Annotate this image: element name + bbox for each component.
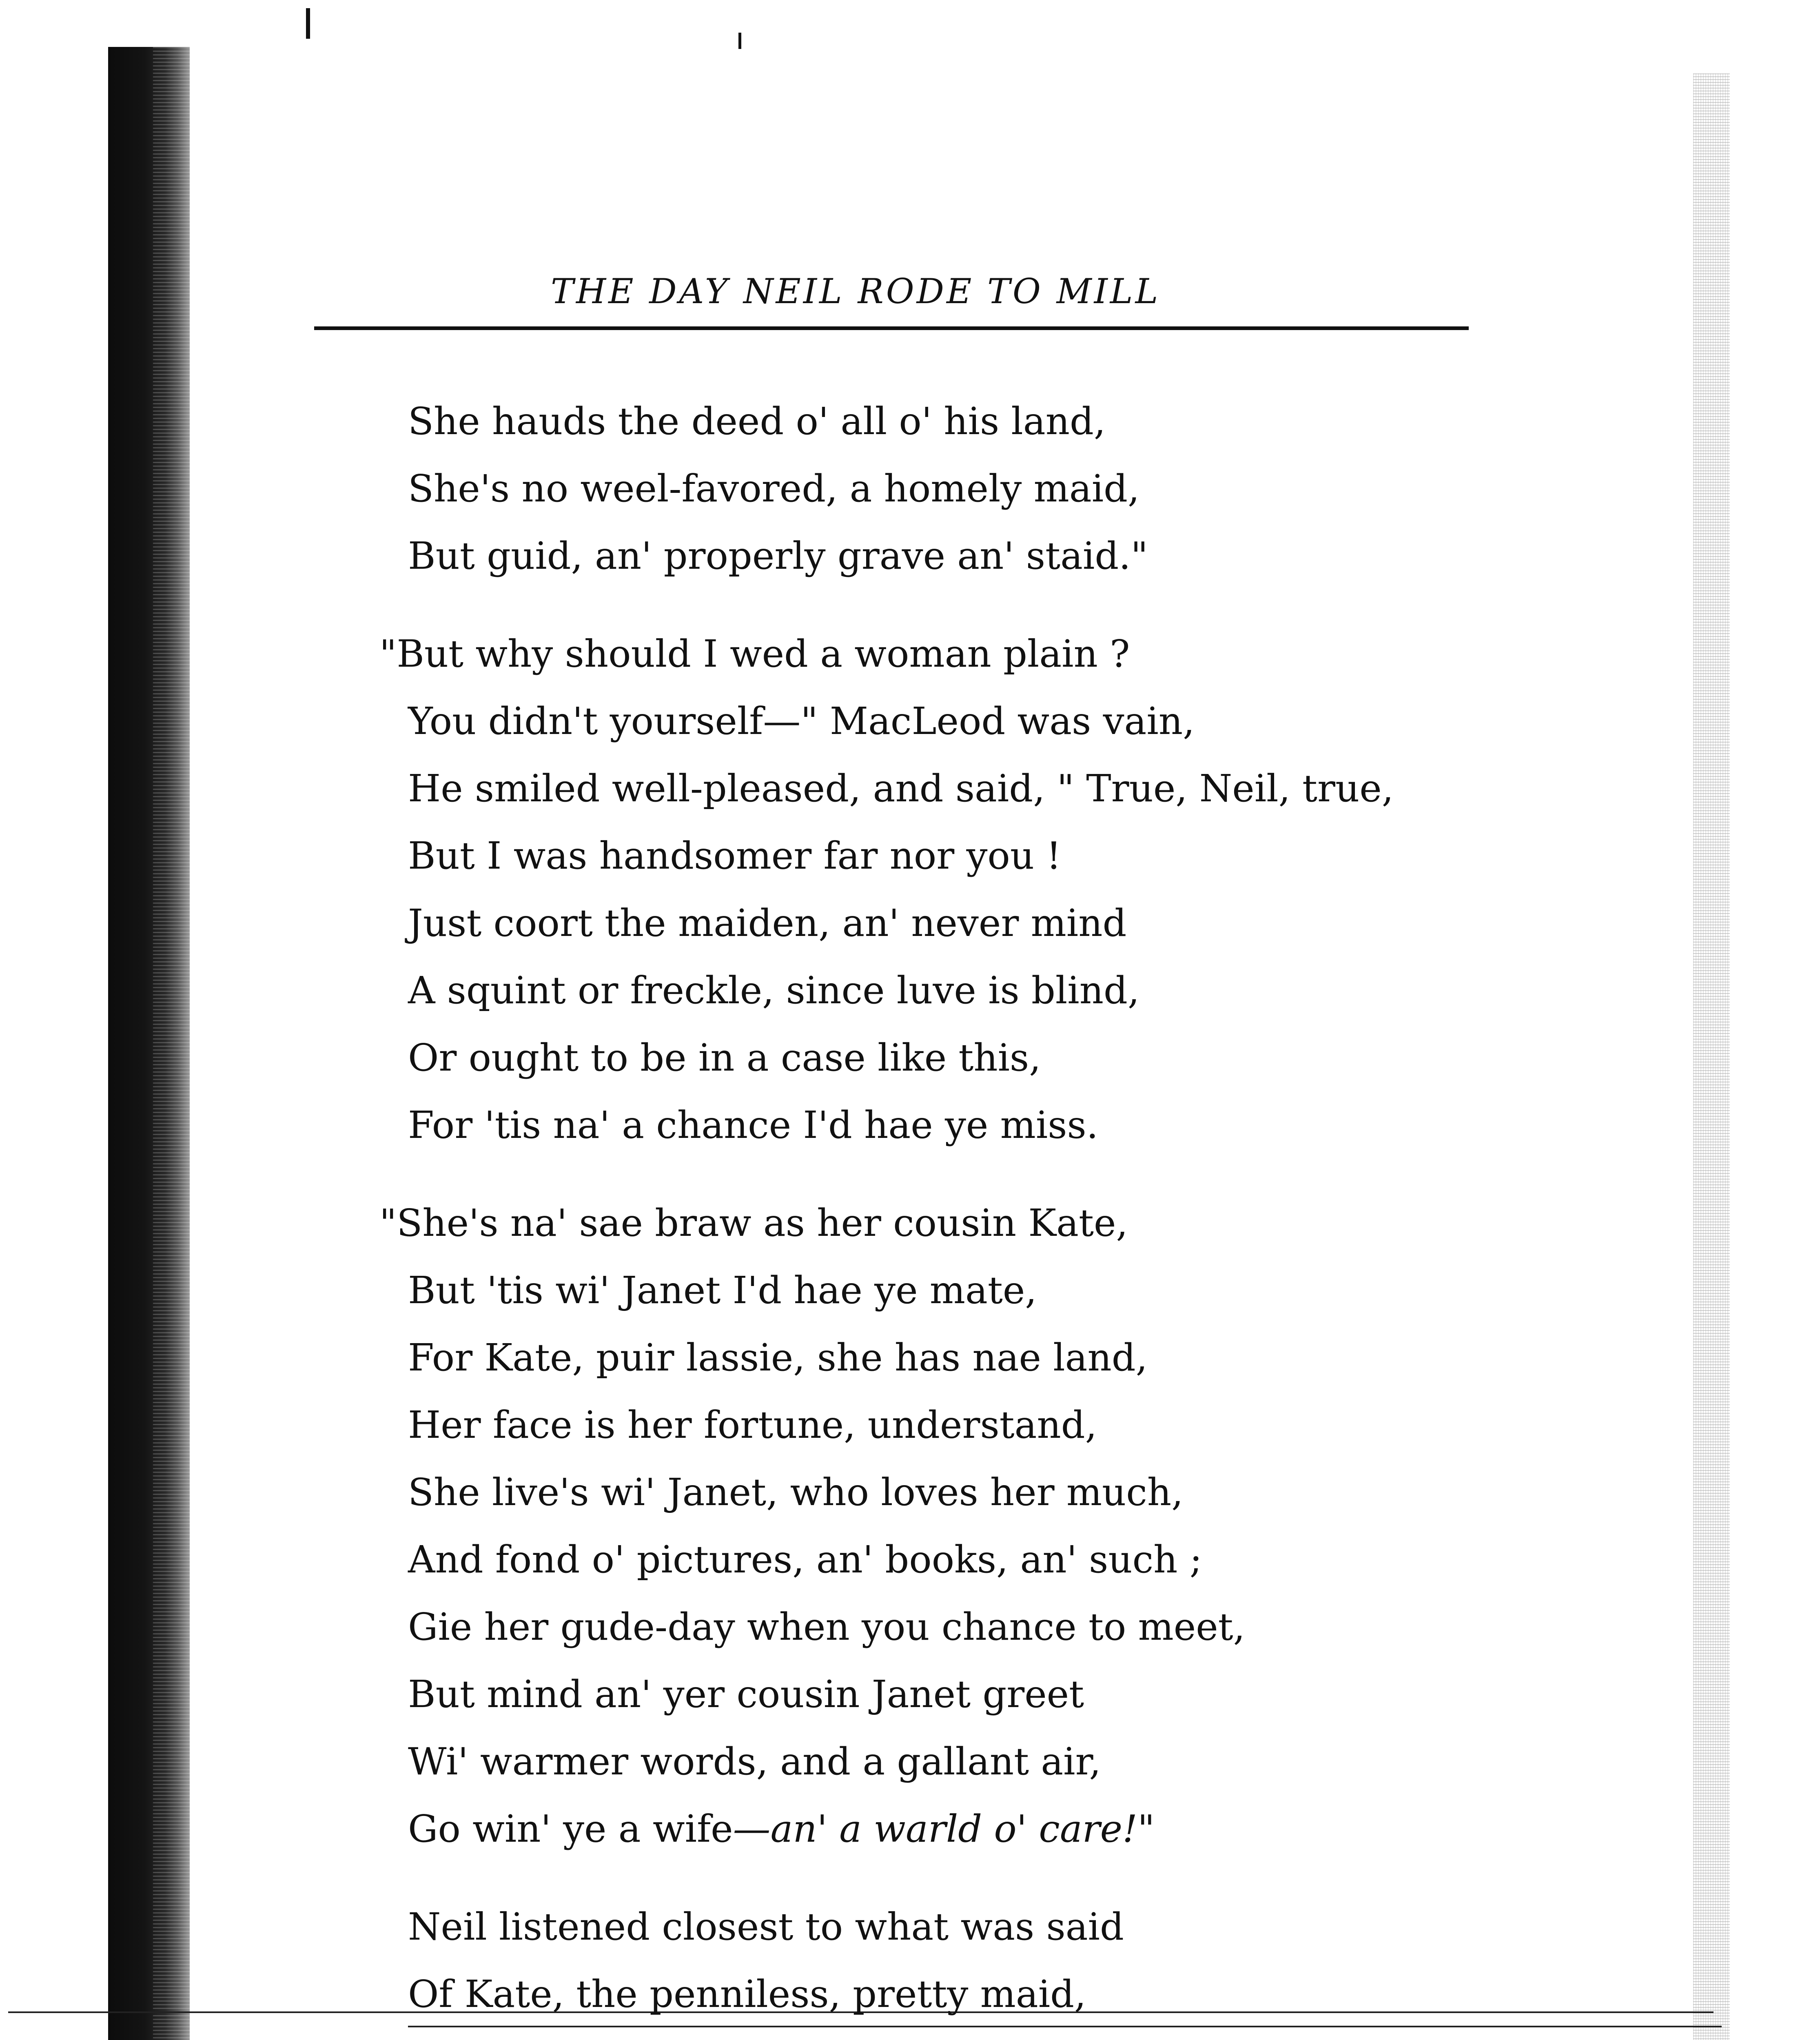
running-head: THE DAY NEIL RODE TO MILL — [551, 271, 1161, 311]
poem-line: Gie her gude-day when you chance to meet, — [408, 1605, 1245, 1649]
poem-line: Or ought to be in a case like this, — [408, 1036, 1041, 1080]
poem-line: A squint or freckle, since luve is blind, — [408, 969, 1140, 1012]
poem-line-plain: Go win' ye a wife — [408, 1807, 733, 1851]
scan-mark — [306, 8, 310, 39]
poem-body — [379, 388, 1510, 2040]
poem-line-mixed — [408, 1795, 1510, 1863]
poem-line: He smiled well-pleased, and said, " True, Neil, true, — [408, 767, 1394, 810]
stanza — [379, 1189, 1510, 1863]
poem-line: For Kate, puir lassie, she has nae land, — [408, 1336, 1148, 1379]
poem-line — [408, 2028, 1510, 2040]
poem-line: And fond o' pictures, an' books, an' such ; — [408, 1538, 1202, 1581]
stanza — [408, 1893, 1510, 2040]
poem-line: She live's wi' Janet, who loves her much, — [408, 1470, 1184, 1514]
page-edge-speckle — [1693, 73, 1730, 2040]
header-rule — [314, 326, 1469, 330]
poem-line: She's no weel-favored, a homely maid, — [408, 467, 1140, 510]
poem-line: Of Kate, the penniless, pretty maid, — [408, 1972, 1086, 2016]
poem-line: Wi' warmer words, and a gallant air, — [408, 1740, 1101, 1783]
poem-line: But mind an' yer cousin Janet greet — [408, 1672, 1084, 1716]
stanza — [408, 388, 1510, 590]
poem-line: For 'tis na' a chance I'd hae ye miss. — [408, 1103, 1098, 1147]
poem-line: But 'tis wi' Janet I'd hae ye mate, — [408, 1268, 1037, 1312]
poem-line: Just coort the maiden, an' never mind — [408, 901, 1127, 945]
poem-line: "But why should I wed a woman plain ? — [379, 632, 1130, 676]
poem-line: She hauds the deed o' all o' his land, — [408, 399, 1106, 443]
scan-mark — [738, 33, 741, 49]
poem-line-italic: —an' a warld o' care!" — [733, 1807, 1155, 1851]
poem-line: Neil listened closest to what was said — [408, 1905, 1124, 1949]
poem-line: "She's na' sae braw as her cousin Kate, — [379, 1201, 1128, 1245]
stanza — [379, 620, 1510, 1159]
poem-line: But guid, an' properly grave an' staid." — [408, 534, 1148, 578]
poem-line: But I was handsomer far nor you ! — [408, 834, 1062, 878]
page-binding-shadow — [108, 47, 190, 2040]
poem-line: You didn't yourself—" MacLeod was vain, — [408, 699, 1195, 743]
poem-line: Her face is her fortune, understand, — [408, 1403, 1097, 1447]
